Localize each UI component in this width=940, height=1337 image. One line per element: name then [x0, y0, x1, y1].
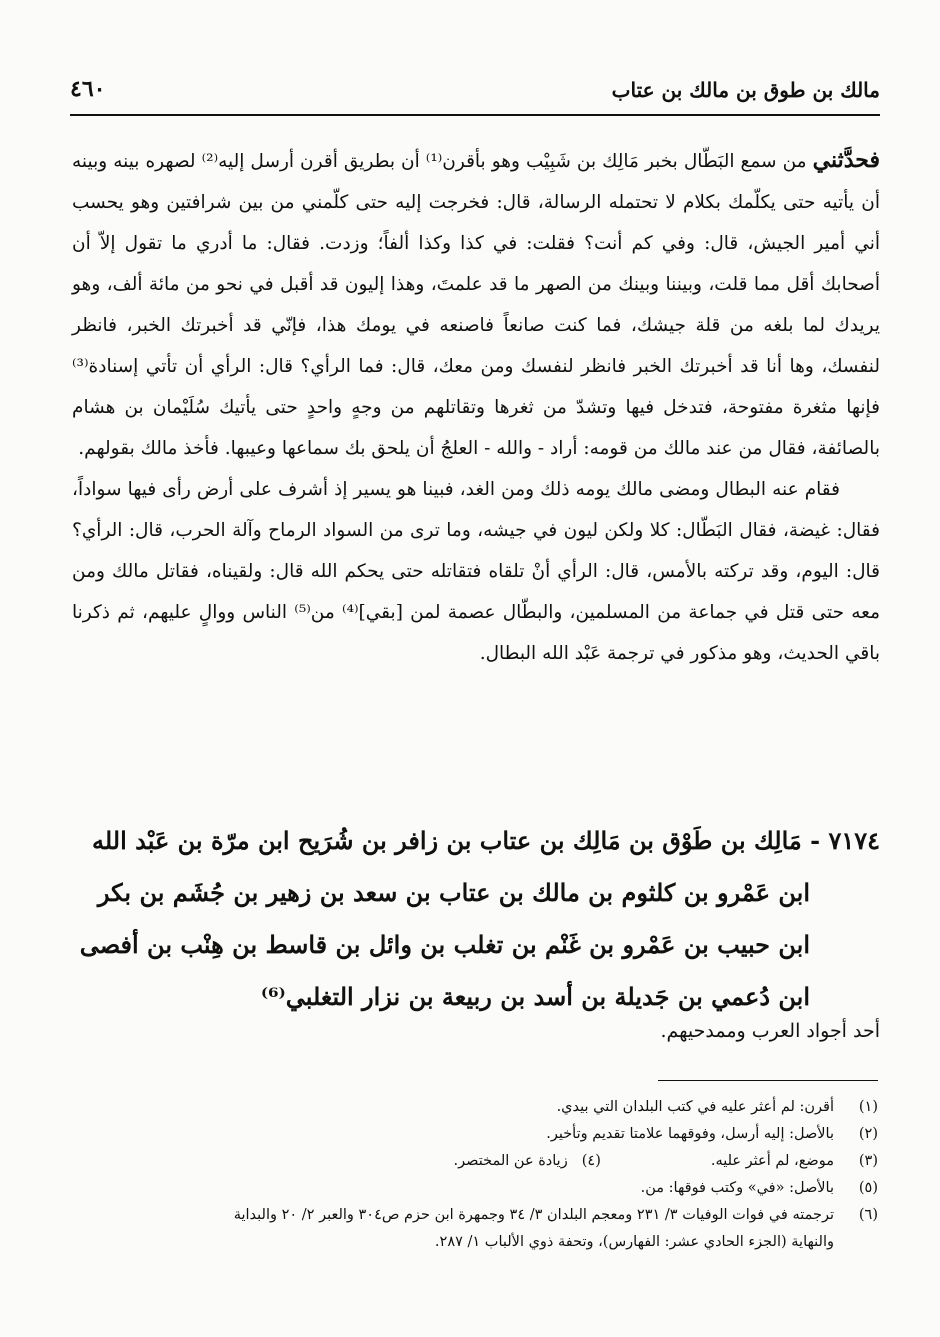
footnote-separator	[658, 1080, 878, 1081]
footnote-number: (٣)	[858, 1153, 878, 1169]
footnote	[68, 1094, 878, 1121]
footnote-number: (٥)	[858, 1180, 878, 1196]
paragraph-1	[72, 140, 880, 469]
header-title: مالك بن طوق بن مالك بن عتاب	[611, 78, 880, 102]
footnote-number: (٤)	[581, 1153, 601, 1169]
biography-entry-heading	[72, 815, 880, 1023]
footnote-text: بالأصل: إليه أرسل، وفوقهما علامتا تقديم وتأخير.	[546, 1126, 834, 1142]
paragraph-2: فقام عنه البطال ومضى مالك يومه ذلك ومن الغد، فبينا هو يسير إذ أشرف على أرض رأى فيها سواداً، فقال: غيضة، فقال البَطّال: كلا ولكن ليون في جيشه، وما ترى من السواد الرماح وآلة الحرب، قال: الرأي؟ قال: اليوم، وقد تركته بالأمس، قال: الرأي أنْ تلقاه فتقاتله حتى يحكم الله قال: ولقيناه، فقاتل مالك ومن معه حتى قتل في جماعة من المسلمين، والبطّال عصمة لمن [بقي]⁽⁴⁾ من⁽⁵⁾ الناس ووالٍ عليهم، ثم ذكرنا باقي الحديث، وهو مذكور في ترجمة عَبْد الله البطال.	[72, 479, 880, 664]
footnote-text: زيادة عن المختصر.	[453, 1153, 568, 1169]
page-number: ٤٦٠	[70, 76, 106, 102]
footnote-number: (٢)	[858, 1126, 878, 1142]
footnote-text: بالأصل: «في» وكتب فوقها: من.	[640, 1180, 834, 1196]
entry-line-2: ابن عَمْرو بن كلثوم بن مالك بن عتاب بن سعد بن زهير بن جُشَم بن بكر	[97, 878, 810, 907]
footnotes	[68, 1094, 878, 1256]
footnote-continuation: والنهاية (الجزء الحادي عشر: الفهارس)، وتحفة ذوي الألباب ١/ ٢٨٧.	[434, 1234, 834, 1250]
footnote	[68, 1202, 878, 1229]
running-header	[70, 70, 880, 116]
entry-description: أحد أجواد العرب وممدحيهم.	[660, 1020, 880, 1042]
footnote	[68, 1175, 878, 1202]
footnote-text: ترجمته في فوات الوفيات ٣/ ٢٣١ ومعجم البلدان ٣/ ٣٤ وجمهرة ابن حزم ص٣٠٤ والعبر ٢/ ٢٠ والبداية	[233, 1207, 834, 1223]
entry-line-1: ٧١٧٤ - مَالِك بن طَوْق بن مَالِك بن عتاب بن زافر بن شُرَيح ابن مرّة بن عَبْد الله	[91, 826, 880, 855]
footnote-text: موضع، لم أعثر عليه.	[710, 1153, 834, 1169]
footnote-number: (١)	[858, 1099, 878, 1115]
footnote	[68, 1148, 878, 1175]
entry-line-3: ابن حبيب بن عَمْرو بن غَنْم بن تغلب بن وائل بن قاسط بن هِنْب بن أفصى	[79, 930, 810, 959]
footnote	[68, 1121, 878, 1148]
lead-word: فحدَّثني	[812, 147, 881, 173]
footnote-text: أقرن: لم أعثر عليه في كتب البلدان التي بيدي.	[556, 1099, 834, 1115]
paragraph-1-text: من سمع البَطّال بخبر مَالِك بن شَبِيْب وهو بأقرن⁽¹⁾ أن بطريق أقرن أرسل إليه⁽²⁾ لصهره بينه وبينه أن يأتيه حتى يكلّمك بكلام لا تحتمله الرسالة، قال: فخرجت إليه حتى كلّمني من بين شرافتين وهو يحسب أني أمير الجيش، قال: وفي كم أنت؟ فقلت: في كذا وكذا ألفاً؛ وزدت. فقال: ما أدري ما تقول إلاّ أن أصحابك أقل مما قلت، وبيننا وبينك من الصهر ما قد علمتَ، وهذا إليون قد أقبل في نحو من مائة ألف، وهو يريدك لما بلغه من قلة جيشك، فما كنت صانعاً فاصنعه في يومك هذا، فإنّي قد أخبرتك الخبر، فانظر لنفسك، وها أنا قد أخبرتك الخبر فانظر لنفسك ومن معك، قال: فما الرأي؟ قال: الرأي أن تأتي إسنادة⁽³⁾ فإنها مثغرة مفتوحة، فتدخل فيها وتشدّ من ثغرها وتقاتلهم من وجهٍ واحدٍ حتى يأتيك سُلَيْمان بن هشام بالصائفة، فقال من عند مالك من قومه: أراد - والله - العلجُ أن يلحق بك سماعها وعيبها. فأخذ مالك بقولهم.	[72, 151, 880, 459]
main-text	[72, 140, 880, 674]
entry-line-4: ابن دُعمي بن جَديلة بن أسد بن ربيعة بن نزار التغلبي⁽⁶⁾	[260, 982, 810, 1011]
footnote-number: (٦)	[858, 1207, 878, 1223]
